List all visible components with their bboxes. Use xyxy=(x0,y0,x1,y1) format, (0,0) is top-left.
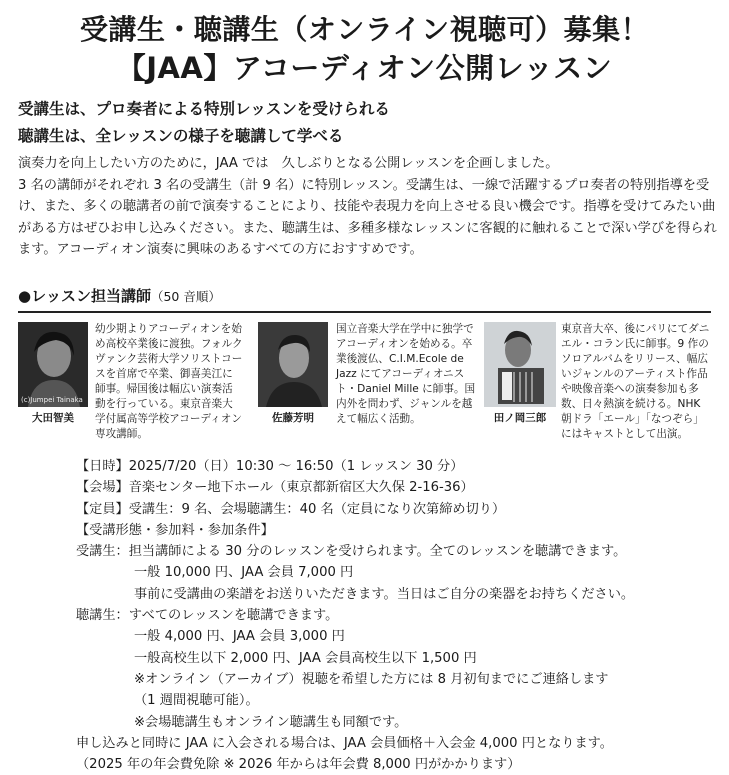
intro-text xyxy=(18,153,718,261)
detail-venue: 【会場】音楽センター地下ホール（東京都新宿区大久保 2-16-36） xyxy=(76,480,474,496)
detail-auditor-fee-1: 一般 4,000 円、JAA 会員 3,000 円 xyxy=(134,629,345,645)
detail-online-note-1: ※オンライン（アーカイブ）視聴を希望した方には 8 月初旬までにご連絡します xyxy=(134,671,609,687)
section-note: （50 音順） xyxy=(150,289,221,304)
page-title-line1: 受講生・聴講生（オンライン視聴可）募集！ xyxy=(79,13,650,46)
detail-membership-note: （2025 年の年会費免除 ※ 2026 年からは年会費 8,000 円がかかります） xyxy=(76,757,521,773)
teacher-photo-sato xyxy=(258,322,328,407)
teacher-name: 大田智美 xyxy=(32,412,74,424)
detail-student-fee: 一般 10,000 円、JAA 会員 7,000 円 xyxy=(134,565,354,581)
portrait-image xyxy=(484,322,556,407)
detail-capacity: 【定員】受講生：9 名、会場聴講生：40 名（定員になり次第締め切り） xyxy=(76,501,506,517)
teacher-name: 田ノ岡三郎 xyxy=(493,412,547,424)
lead-student: 受講生は、プロ奏者による特別レッスンを受けられる xyxy=(18,100,390,118)
teacher-name: 佐藤芳明 xyxy=(272,412,314,424)
section-divider xyxy=(18,311,711,313)
intro-paragraph-2: 3 名の講師がそれぞれ 3 名の受講生（計 9 名）に特別レッスン。受講生は、一線で活躍するプロ奏者の特別指導を受け、また、多くの聴講者の前で演奏することにより、技能や表現力を向上させる良い機会です。指導を受けてみたい曲がある方はぜひお申し込みください。また、聴講生は、多種多様なレッスンに客観的に触れることで深い学びを得られます。アコーディオン演奏に興味のあるすべての方におすすめです。 xyxy=(18,177,717,257)
detail-date: 【日時】2025/7/20（日）10:30 ～ 16:50（1 レッスン 30 分） xyxy=(76,459,464,474)
intro-paragraph-1: 演奏力を向上したい方のために，JAA では 久しぶりとなる公開レッスンを企画しました。 xyxy=(18,156,559,171)
detail-join-note: 申し込みと同時に JAA に入会される場合は、JAA 会員価格＋入会金 4,000 円となります。 xyxy=(76,735,613,751)
portrait-image xyxy=(258,322,328,407)
event-details xyxy=(76,456,716,775)
detail-student-note: 事前に受講曲の楽譜をお送りいただきます。当日はご自分の楽器をお持ちください。 xyxy=(134,586,635,602)
lead-auditor: 聴講生は、全レッスンの様子を聴講して学べる xyxy=(18,127,344,145)
portrait-image xyxy=(18,322,88,407)
teacher-photo-ota xyxy=(18,322,88,407)
detail-student: 受講生：担当講師による 30 分のレッスンを受けられます。全てのレッスンを聴講できます。 xyxy=(76,544,627,560)
section-heading-teachers xyxy=(18,285,221,306)
teacher-bio: 国立音楽大学在学中に独学でアコーディオンを始める。卒業後渡仏、C.I.M.Ecole de Jazz にてアコーディオニスト・Daniel Mille に師事。国内外を問わず、ジャンルを越えて幅広く活動。 xyxy=(336,323,476,425)
section-title: ●レッスン担当講師 xyxy=(18,287,151,305)
detail-online-note-2: （1 週間視聴可能）。 xyxy=(134,693,259,709)
detail-same-fee-note: ※会場聴講生もオンライン聴講生も同額です。 xyxy=(134,714,408,730)
detail-auditor-fee-2: 一般高校生以下 2,000 円、JAA 会員高校生以下 1,500 円 xyxy=(134,650,477,666)
photo-credit: (c)Jumpei Tainaka xyxy=(21,396,83,404)
detail-conditions-heading: 【受講形態・参加料・参加条件】 xyxy=(76,522,274,538)
teacher-photo-tanooka xyxy=(484,322,556,407)
teacher-bio: 幼少期よりアコーディオンを始め高校卒業後に渡独。フォルクヴァンク芸術大学ソリストコースを首席で卒業、御喜美江に師事。帰国後は幅広い演奏活動を行っている。東京音楽大学付属高等学校アコーディオン専攻講師。 xyxy=(95,323,243,440)
detail-auditor: 聴講生：すべてのレッスンを聴講できます。 xyxy=(76,608,339,624)
teacher-bio: 東京音大卒、後にパリにてダニエル・コラン氏に師事。9 作のソロアルバムをリリース、幅広いジャンルのアーティスト作品や映像音楽への演奏参加も多数、日々熱演を続ける。NHK 朝ドラ「エール」「なつぞら」にはキャストとして出演。 xyxy=(561,323,710,440)
page-title-line2: 【JAA】アコーディオン公開レッスン xyxy=(116,51,613,85)
